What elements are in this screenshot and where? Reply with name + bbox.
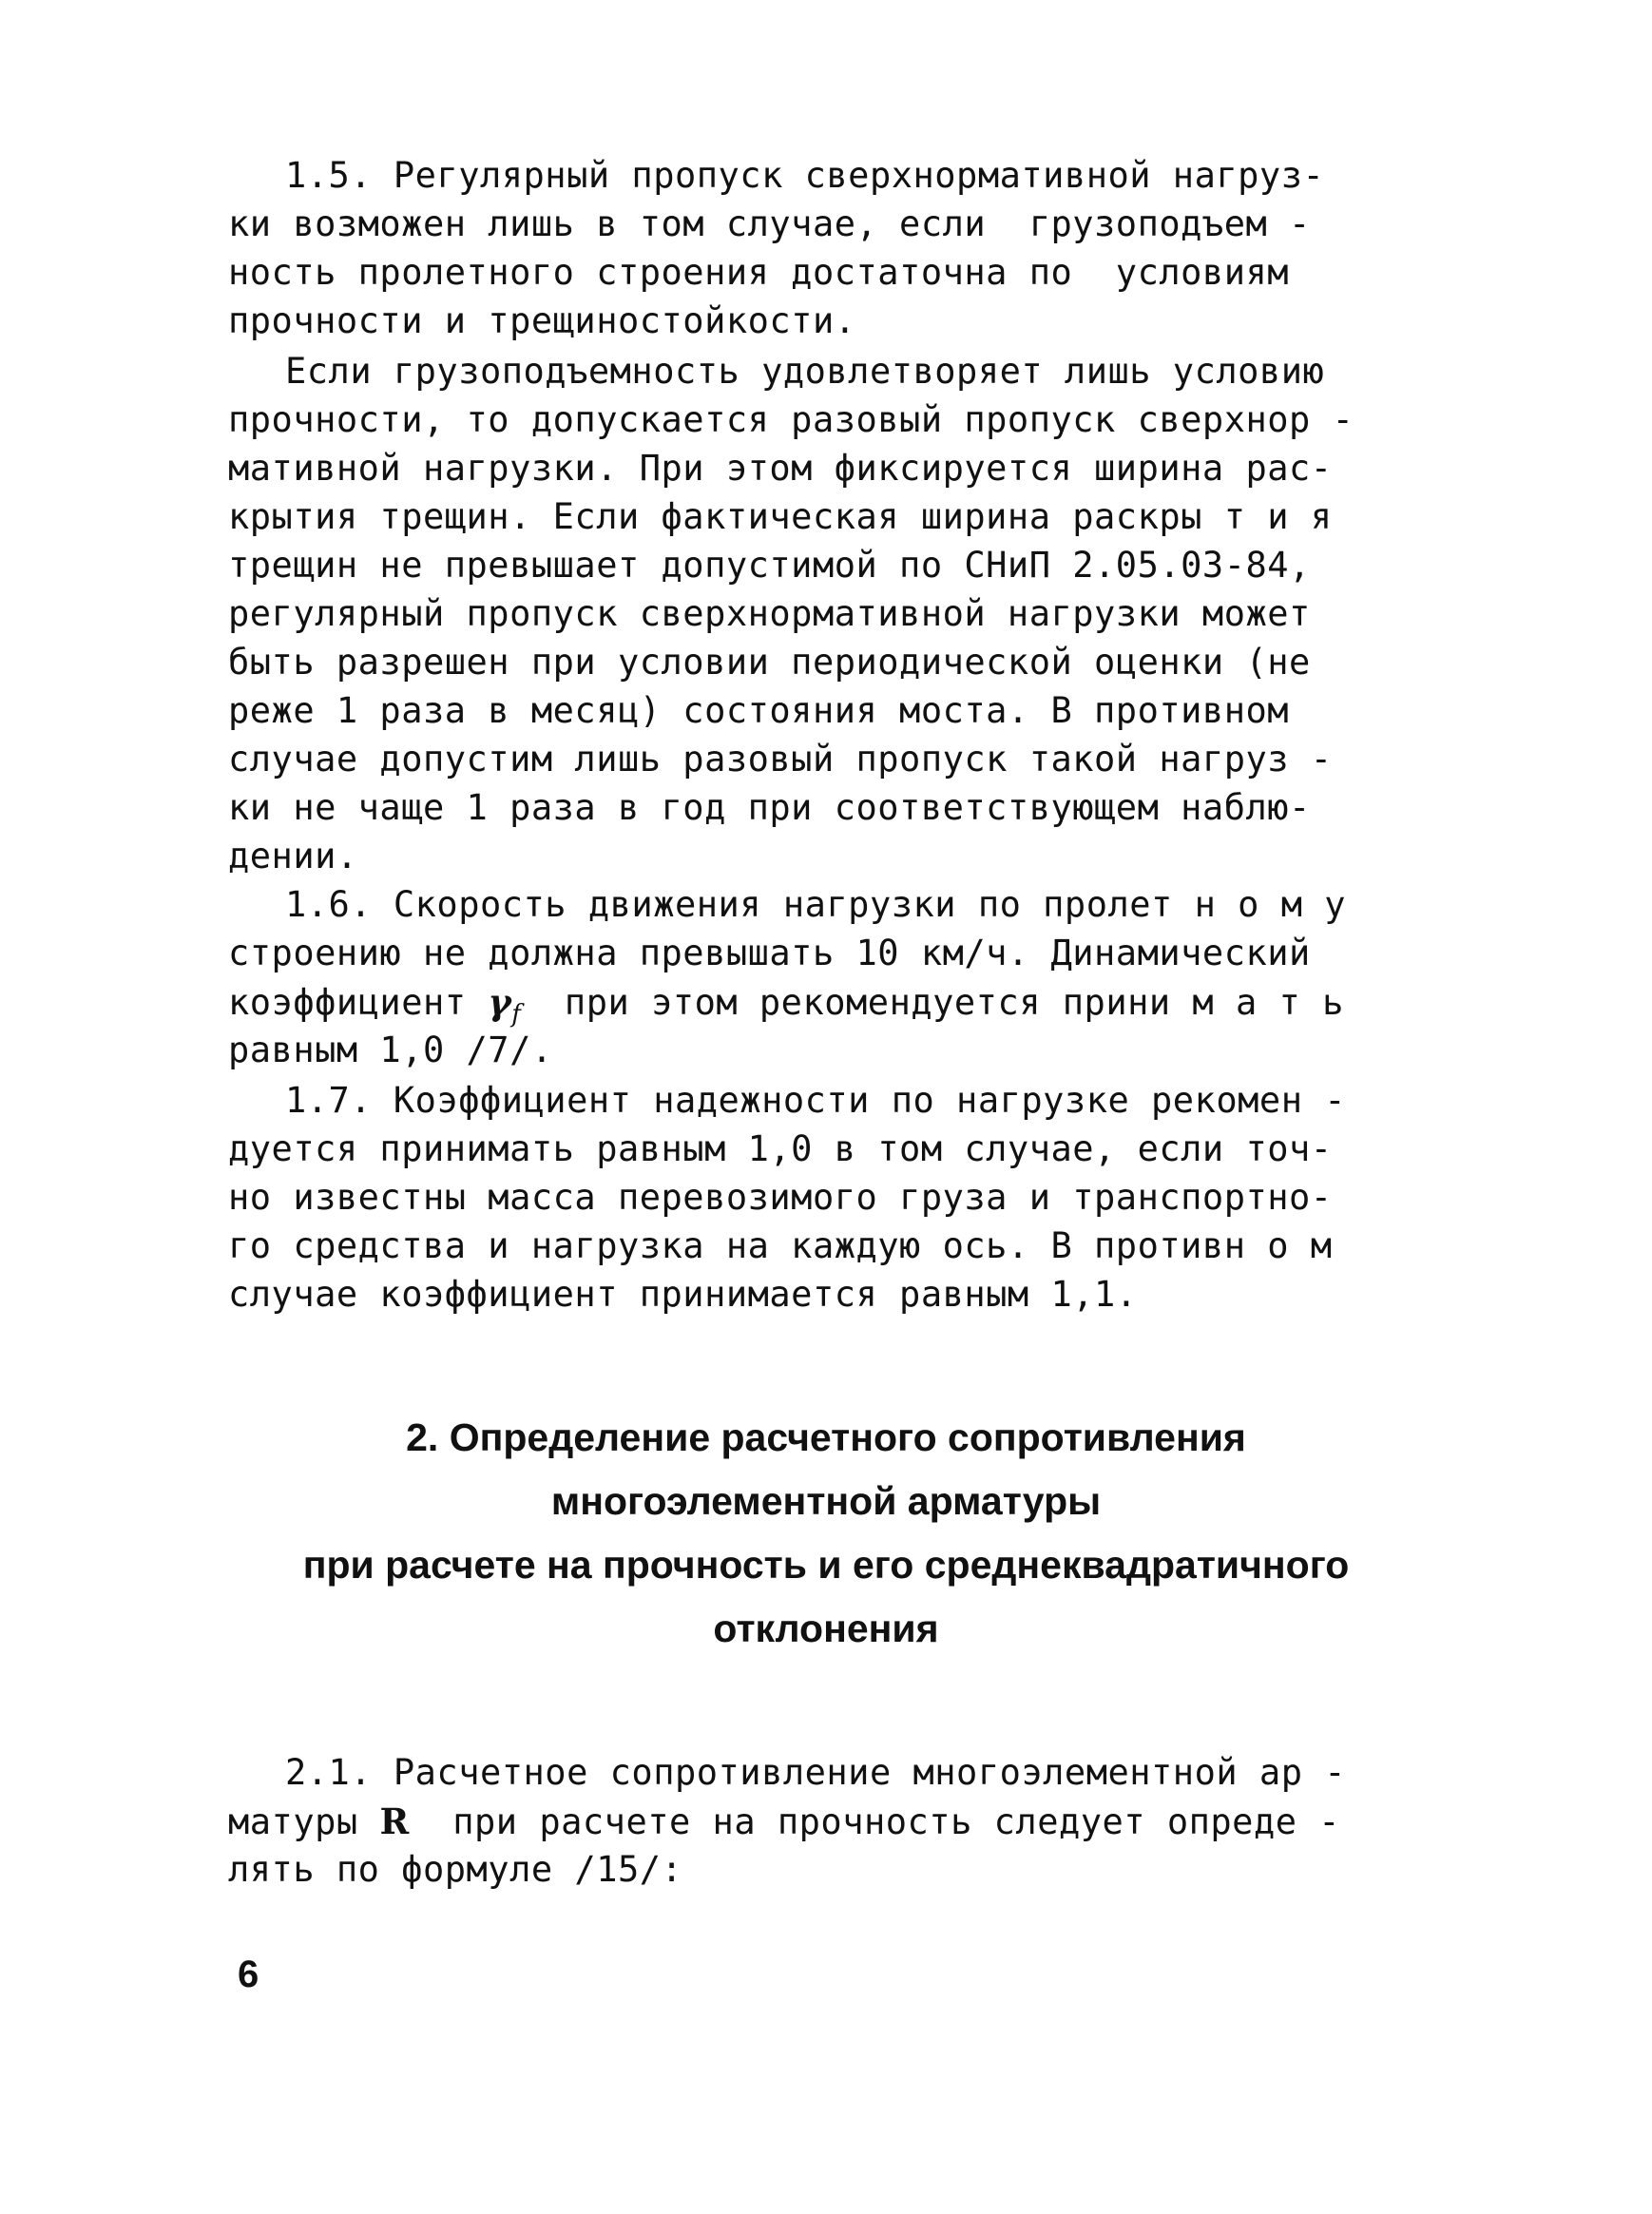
section-2-heading-line: многоэлементной арматуры <box>550 1479 1102 1523</box>
paragraph-1-5b-line: трещин не превышает допустимой по СНиП 2.05.03-84, <box>228 545 1311 586</box>
symbol-r: R <box>379 1800 410 1842</box>
paragraph-1-5b-line: дении. <box>228 836 358 876</box>
paragraph-2-1-text: при расчете на прочность следует опреде - <box>409 1801 1341 1842</box>
paragraph-1-7-line: дуется принимать равным 1,0 в том случае, если точ- <box>228 1128 1333 1169</box>
paragraph-1-6-text: при этом рекомендуется прини м а т ь <box>521 982 1344 1023</box>
paragraph-1-5b-line: быть разрешен при условии периодической оценки (не <box>228 642 1311 683</box>
gamma-f-symbol: γ <box>488 981 512 1023</box>
paragraph-1-6-line: равным 1,0 /7/. <box>228 1030 553 1070</box>
paragraph-1-7-line: 1.7. Коэффициент надежности по нагрузке рекомен - <box>285 1080 1347 1121</box>
paragraph-1-7-line: го средства и нагрузка на каждую ось. В противн о м <box>228 1225 1333 1266</box>
paragraph-1-5-line: ки возможен лишь в том случае, если грузоподъем - <box>228 203 1311 244</box>
paragraph-1-5b-line: крытия трещин. Если фактическая ширина раскры т и я <box>228 496 1333 537</box>
paragraph-1-5b-line: мативной нагрузки. При этом фиксируется ширина рас- <box>228 448 1333 489</box>
paragraph-1-7-line: случае коэффициент принимается равным 1,1. <box>228 1274 1138 1315</box>
section-2-heading-line: 2. Определение расчетного сопротивления <box>406 1415 1246 1459</box>
section-2-heading-line: при расчете на прочность и его среднеквадратичного <box>302 1543 1350 1587</box>
paragraph-2-1-text: матуры <box>228 1801 380 1842</box>
paragraph-1-6-line: строению не должна превышать 10 км/ч. Динамический <box>228 933 1311 973</box>
paragraph-2-1-line: лять по формуле /15/: <box>228 1849 683 1890</box>
paragraph-1-6-text: коэффициент <box>228 982 489 1023</box>
paragraph-1-5b-line: случае допустим лишь разовый пропуск такой нагруз - <box>228 739 1333 780</box>
page-number: 6 <box>238 1954 259 1995</box>
paragraph-1-5b-line: прочности, то допускается разовый пропуск сверхнор - <box>228 399 1354 440</box>
paragraph-1-5-line: ность пролетного строения достаточна по условиям <box>228 252 1290 293</box>
paragraph-1-5b-line: реже 1 раза в месяц) состояния моста. В противном <box>228 690 1290 731</box>
paragraph-2-1-line: 2.1. Расчетное сопротивление многоэлементной ар - <box>285 1752 1347 1793</box>
gamma-f-subscript: f <box>511 1000 522 1029</box>
paragraph-1-5-line: прочности и трещиностойкости. <box>228 300 856 341</box>
paragraph-1-5b-line: регулярный пропуск сверхнормативной нагрузки может <box>228 593 1311 634</box>
paragraph-1-5b-line: ки не чаще 1 раза в год при соответствующем наблю- <box>228 787 1311 828</box>
paragraph-1-7-line: но известны масса перевозимого груза и транспортно- <box>228 1177 1333 1218</box>
paragraph-1-6-line: 1.6. Скорость движения нагрузки по пролет н о м у <box>285 884 1347 925</box>
paragraph-1-5b-line: Если грузоподъемность удовлетворяет лишь условию <box>285 351 1325 392</box>
section-2-heading-line: отклонения <box>713 1607 939 1650</box>
paragraph-1-5-line: 1.5. Регулярный пропуск сверхнормативной нагруз- <box>285 155 1325 196</box>
paragraph-2-1-line <box>228 1798 1340 1846</box>
